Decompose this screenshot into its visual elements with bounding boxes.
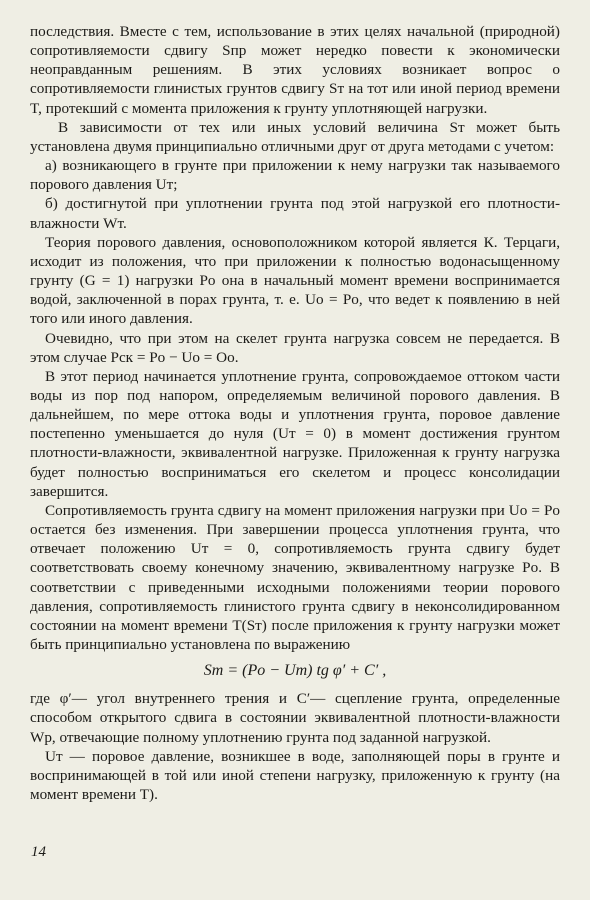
- paragraph: В этот период начинается уплотнение грунта, сопровождаемое оттоком части воды из пор под напором, определяемым величиной порового давления. В дальнейшем, по мере оттока воды и уплотнения грунта, поровое давление постепенно уменьшается до нуля (Uт = 0) в момент достижения грунтом плотности-влажности, эквивалентной нагрузке. Приложенная к грунту нагрузка будет полностью восприниматься его скелетом и процесс консолидации завершится.: [30, 367, 560, 500]
- paragraph: Очевидно, что при этом на скелет грунта нагрузка совсем не передается. В этом случае Pск = Pо − Uо = Oо.: [30, 329, 560, 366]
- paragraph: В зависимости от тех или иных условий величина Sт может быть установлена двумя принципиально отличными друг от друга методами с учетом:: [30, 118, 560, 155]
- paragraph: последствия. Вместе с тем, использование в этих целях начальной (природной) сопротивляемости сдвигу Sпр может нередко повести к экономически неоправданным решениям. В этих условиях возникает вопрос о сопротивляемости глинистых грунтов сдвигу Sт на тот или иной период времени T, протекший с момента приложения к грунту уплотняющей нагрузки.: [30, 23, 560, 117]
- paragraph: где φ′— угол внутреннего трения и C′— сцепление грунта, определенные способом открытого сдвига в состоянии эквивалентной плотности-влажности Wр, отвечающие полному уплотнению грунта под заданной нагрузкой.: [30, 690, 560, 746]
- shear-formula: Sт = (Pо − Uт) tg φ′ + C′ ,: [203, 662, 387, 680]
- paragraph: Сопротивляемость грунта сдвигу на момент приложения нагрузки при Uо = Pо остается без изменения. При завершении процесса уплотнения грунта, что отвечает положению Uт = 0, сопротивляемость грунта сдвигу будет соответствовать своему конечному значению, эквивалентному нагрузке Pо. В соответствии с приведенными исходными положениями теории порового давления, сопротивляемость глинистого грунта сдвигу в неконсолидированном состоянии на момент времени T(Sт) после приложения к грунту нагрузки может быть принципиально установлена по выражению: [30, 501, 560, 653]
- body-text: [30, 22, 560, 804]
- list-item: а) возникающего в грунте при приложении к нему нагрузки так называемого порового давления Uт;: [30, 157, 560, 194]
- paragraph: Теория порового давления, основоположником которой является К. Терцаги, исходит из положения, что при приложении к полностью водонасыщенному грунту (G = 1) нагрузки Pо она в начальный момент времени воспринимается водой, заключенной в порах грунта, т. е. Uо = Pо, что ведет к появлению в ней того или иного давления.: [30, 233, 560, 328]
- paragraph: Uт — поровое давление, возникшее в воде, заполняющей поры в грунте и воспринимающей в той или иной степени нагрузку, приложенную к грунту (на момент времени T).: [30, 747, 560, 804]
- list-item: б) достигнутой при уплотнении грунта под этой нагрузкой его плотности-влажности Wт.: [30, 195, 560, 232]
- page-number: 14: [31, 844, 46, 860]
